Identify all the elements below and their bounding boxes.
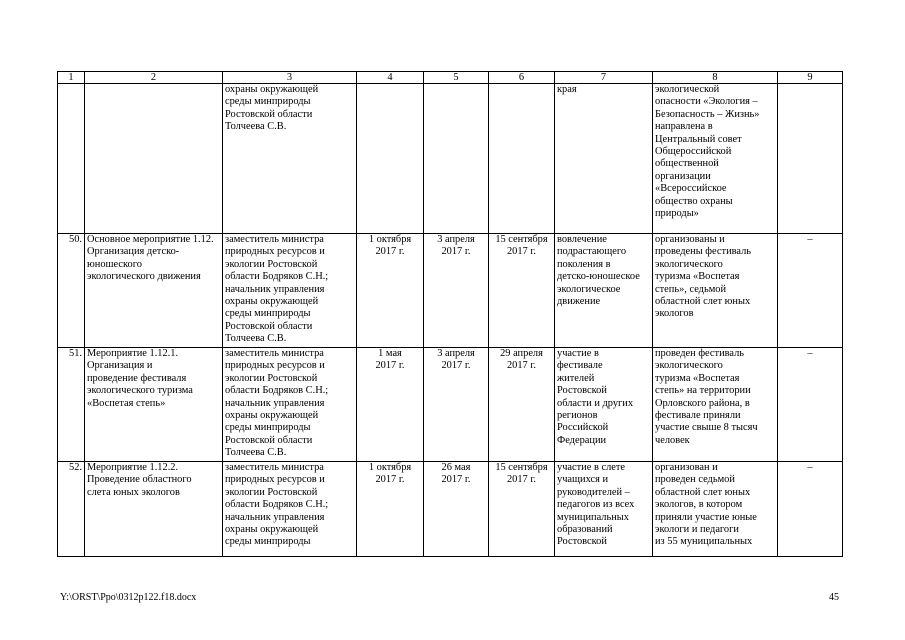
problems-cell bbox=[778, 234, 843, 348]
cell-line: начальник управления bbox=[225, 283, 325, 295]
cell-line: 29 апреля bbox=[500, 348, 543, 359]
cell-line: среды минприроды bbox=[225, 308, 311, 320]
cell-line: областной слет юных bbox=[655, 296, 751, 308]
cell-line: руководителей – bbox=[557, 486, 630, 498]
cell-line: «Воспетая степь» bbox=[87, 397, 166, 409]
actual-result-cell bbox=[653, 462, 778, 557]
cell-line: организован и bbox=[655, 462, 718, 473]
cell-line: участие в bbox=[557, 348, 599, 359]
cell-line: 2017 г. bbox=[441, 360, 471, 372]
cell-line: экологической bbox=[655, 84, 720, 95]
cell-line: 1 октября bbox=[368, 234, 412, 245]
cell-line: областной слет юных bbox=[655, 486, 751, 498]
end-date-cell bbox=[489, 348, 555, 462]
cell-line: туризма «Воспетая bbox=[655, 271, 740, 283]
event-cell bbox=[85, 84, 223, 234]
expected-result-cell bbox=[555, 234, 653, 348]
cell-line: Ростовской области bbox=[225, 434, 313, 446]
cell-line: Российской bbox=[557, 422, 609, 434]
cell-line: Проведение областного bbox=[87, 474, 192, 486]
cell-line: 15 сентября bbox=[495, 462, 548, 473]
cell-line: туризма «Воспетая bbox=[655, 372, 740, 384]
actual-start-cell bbox=[424, 348, 489, 462]
table-row bbox=[58, 84, 843, 234]
cell-line: жителей bbox=[557, 372, 595, 384]
end-date-cell bbox=[489, 462, 555, 557]
table-row bbox=[58, 462, 843, 557]
cell-line: 26 мая bbox=[441, 462, 471, 473]
cell-line: экологии Ростовской bbox=[225, 372, 318, 384]
cell-line: регионов bbox=[557, 410, 598, 422]
actual-start-cell bbox=[424, 84, 489, 234]
cell-line: Ростовской bbox=[557, 536, 607, 548]
header-cell: 7 bbox=[555, 72, 653, 84]
cell-line: экологического bbox=[655, 258, 723, 270]
cell-line: общественной bbox=[655, 158, 719, 170]
cell-line: вовлечение bbox=[557, 234, 607, 245]
cell-line: экологического туризма bbox=[87, 385, 193, 397]
cell-line: детско-юношеское bbox=[557, 271, 640, 283]
cell-line: 1 октября bbox=[368, 462, 412, 473]
cell-line: Толчеева С.В. bbox=[225, 447, 287, 459]
cell-line: степь», седьмой bbox=[655, 283, 727, 295]
cell-line: – bbox=[807, 348, 813, 359]
cell-line: Толчеева С.В. bbox=[225, 333, 287, 345]
cell-line: Основное мероприятие 1.12. bbox=[87, 234, 214, 245]
cell-line: области Бодряков С.Н.; bbox=[225, 499, 329, 511]
cell-line: среды минприроды bbox=[225, 422, 311, 434]
cell-line: охраны окружающей bbox=[225, 524, 319, 536]
end-date-cell bbox=[489, 84, 555, 234]
expected-result-cell bbox=[555, 462, 653, 557]
cell-line: движение bbox=[557, 296, 601, 308]
table-row bbox=[58, 234, 843, 348]
cell-line: 2017 г. bbox=[506, 246, 537, 258]
cell-line: Организация детско- bbox=[87, 246, 180, 258]
planned-start-cell bbox=[357, 462, 424, 557]
responsible-cell bbox=[223, 462, 357, 557]
cell-line: Мероприятие 1.12.2. bbox=[87, 462, 179, 473]
actual-start-cell bbox=[424, 462, 489, 557]
event-cell bbox=[85, 462, 223, 557]
responsible-cell bbox=[223, 348, 357, 462]
cell-line: 2017 г. bbox=[506, 360, 537, 372]
cell-line: из 55 муниципальных bbox=[655, 536, 753, 548]
cell-line: 15 сентября bbox=[495, 234, 548, 245]
cell-line: проведен фестиваль bbox=[655, 348, 745, 359]
cell-line: среды минприроды bbox=[225, 536, 311, 548]
cell-line: экологи и педагоги bbox=[655, 524, 739, 536]
cell-line: учащихся и bbox=[557, 474, 609, 486]
cell-line: человек bbox=[655, 434, 690, 446]
cell-line: охраны окружающей bbox=[225, 410, 319, 422]
event-cell bbox=[85, 348, 223, 462]
table-row bbox=[58, 348, 843, 462]
planned-start-cell bbox=[357, 348, 424, 462]
cell-line: 2017 г. bbox=[375, 474, 405, 486]
cell-line: края bbox=[557, 84, 577, 95]
header-cell: 4 bbox=[357, 72, 424, 84]
cell-line: начальник управления bbox=[225, 511, 325, 523]
header-cell: 3 bbox=[223, 72, 357, 84]
cell-line: Ростовской области bbox=[225, 108, 313, 120]
cell-line: среды минприроды bbox=[225, 96, 311, 108]
cell-line: Толчеева С.В. bbox=[225, 121, 287, 133]
cell-line: юношеского bbox=[87, 258, 142, 270]
cell-line: природных ресурсов и bbox=[225, 246, 325, 258]
header-cell: 9 bbox=[778, 72, 843, 84]
cell-line: организации bbox=[655, 170, 711, 182]
cell-line: охраны окружающей bbox=[225, 296, 319, 308]
problems-cell bbox=[778, 462, 843, 557]
cell-line: области и других bbox=[557, 397, 634, 409]
cell-line: Безопасность – Жизнь» bbox=[655, 108, 760, 120]
cell-line: экологии Ростовской bbox=[225, 486, 318, 498]
cell-line: опасности «Экология – bbox=[655, 96, 758, 108]
page-number: 45 bbox=[829, 592, 839, 603]
cell-line: области Бодряков С.Н.; bbox=[225, 271, 329, 283]
cell-line: природы» bbox=[655, 208, 699, 220]
cell-line: экологического движения bbox=[87, 271, 201, 283]
cell-line: экологии Ростовской bbox=[225, 258, 318, 270]
cell-line: муниципальных bbox=[557, 511, 629, 523]
cell-line: проведен седьмой bbox=[655, 474, 735, 486]
cell-line: Центральный совет bbox=[655, 133, 742, 145]
cell-line: участие в слете bbox=[557, 462, 626, 473]
cell-line: 2017 г. bbox=[375, 360, 405, 372]
cell-line: природных ресурсов и bbox=[225, 360, 325, 372]
cell-line: Организация и bbox=[87, 360, 153, 372]
row-number-cell: 50. bbox=[58, 234, 85, 348]
header-cell: 6 bbox=[489, 72, 555, 84]
cell-line: 3 апреля bbox=[437, 348, 475, 359]
cell-line: педагогов из всех bbox=[557, 499, 635, 511]
cell-line: образований bbox=[557, 524, 613, 536]
cell-line: участие свыше 8 тысяч bbox=[655, 422, 758, 434]
actual-result-cell bbox=[653, 84, 778, 234]
cell-line: приняли участие юные bbox=[655, 511, 757, 523]
cell-line: экологов bbox=[655, 308, 694, 320]
cell-line: степь» на территории bbox=[655, 385, 751, 397]
cell-line: заместитель министра bbox=[225, 234, 324, 245]
planned-start-cell bbox=[357, 234, 424, 348]
responsible-cell bbox=[223, 84, 357, 234]
cell-line: Мероприятие 1.12.1. bbox=[87, 348, 179, 359]
cell-line: – bbox=[807, 462, 813, 473]
cell-line: области Бодряков С.Н.; bbox=[225, 385, 329, 397]
row-number-cell: 52. bbox=[58, 462, 85, 557]
cell-line: Ростовской области bbox=[225, 320, 313, 332]
header-cell: 5 bbox=[424, 72, 489, 84]
cell-line: – bbox=[807, 234, 813, 245]
cell-line: 2017 г. bbox=[375, 246, 405, 258]
cell-line: организованы и bbox=[655, 234, 725, 245]
problems-cell bbox=[778, 348, 843, 462]
cell-line: Орловского района, в bbox=[655, 397, 750, 409]
row-number-cell: 51. bbox=[58, 348, 85, 462]
cell-line: 3 апреля bbox=[437, 234, 475, 245]
cell-line: экологического bbox=[655, 360, 723, 372]
cell-line: Общероссийской bbox=[655, 146, 732, 158]
cell-line: экологическое bbox=[557, 283, 621, 295]
cell-line: начальник управления bbox=[225, 397, 325, 409]
cell-line: фестивале bbox=[557, 360, 603, 372]
cell-line: экологов, в котором bbox=[655, 499, 743, 511]
cell-line: общество охраны bbox=[655, 195, 733, 207]
cell-line: слета юных экологов bbox=[87, 486, 180, 498]
document-path: Y:\ORST\Ppo\0312p122.f18.docx bbox=[60, 592, 197, 603]
cell-line: Ростовской bbox=[557, 385, 607, 397]
cell-line: природных ресурсов и bbox=[225, 474, 325, 486]
cell-line: 2017 г. bbox=[441, 246, 471, 258]
actual-start-cell bbox=[424, 234, 489, 348]
event-cell bbox=[85, 234, 223, 348]
cell-line: 1 мая bbox=[378, 348, 402, 359]
report-table bbox=[57, 71, 843, 557]
actual-result-cell bbox=[653, 348, 778, 462]
header-row bbox=[58, 72, 843, 84]
cell-line: проведение фестиваля bbox=[87, 372, 187, 384]
planned-start-cell bbox=[357, 84, 424, 234]
cell-line: заместитель министра bbox=[225, 462, 324, 473]
cell-line: заместитель министра bbox=[225, 348, 324, 359]
cell-line: подрастающего bbox=[557, 246, 627, 258]
expected-result-cell bbox=[555, 348, 653, 462]
cell-line: направлена в bbox=[655, 121, 713, 133]
cell-line: 2017 г. bbox=[506, 474, 537, 486]
cell-line: охраны окружающей bbox=[225, 84, 319, 95]
header-cell: 1 bbox=[58, 72, 85, 84]
cell-line: проведены фестиваль bbox=[655, 246, 752, 258]
actual-result-cell bbox=[653, 234, 778, 348]
cell-line: Федерации bbox=[557, 434, 607, 446]
cell-line: поколения в bbox=[557, 258, 611, 270]
cell-line: 2017 г. bbox=[441, 474, 471, 486]
expected-result-cell bbox=[555, 84, 653, 234]
header-cell: 2 bbox=[85, 72, 223, 84]
responsible-cell bbox=[223, 234, 357, 348]
cell-line: «Всероссийское bbox=[655, 183, 727, 195]
header-cell: 8 bbox=[653, 72, 778, 84]
row-number-cell bbox=[58, 84, 85, 234]
problems-cell bbox=[778, 84, 843, 234]
cell-line: фестивале приняли bbox=[655, 410, 741, 422]
end-date-cell bbox=[489, 234, 555, 348]
